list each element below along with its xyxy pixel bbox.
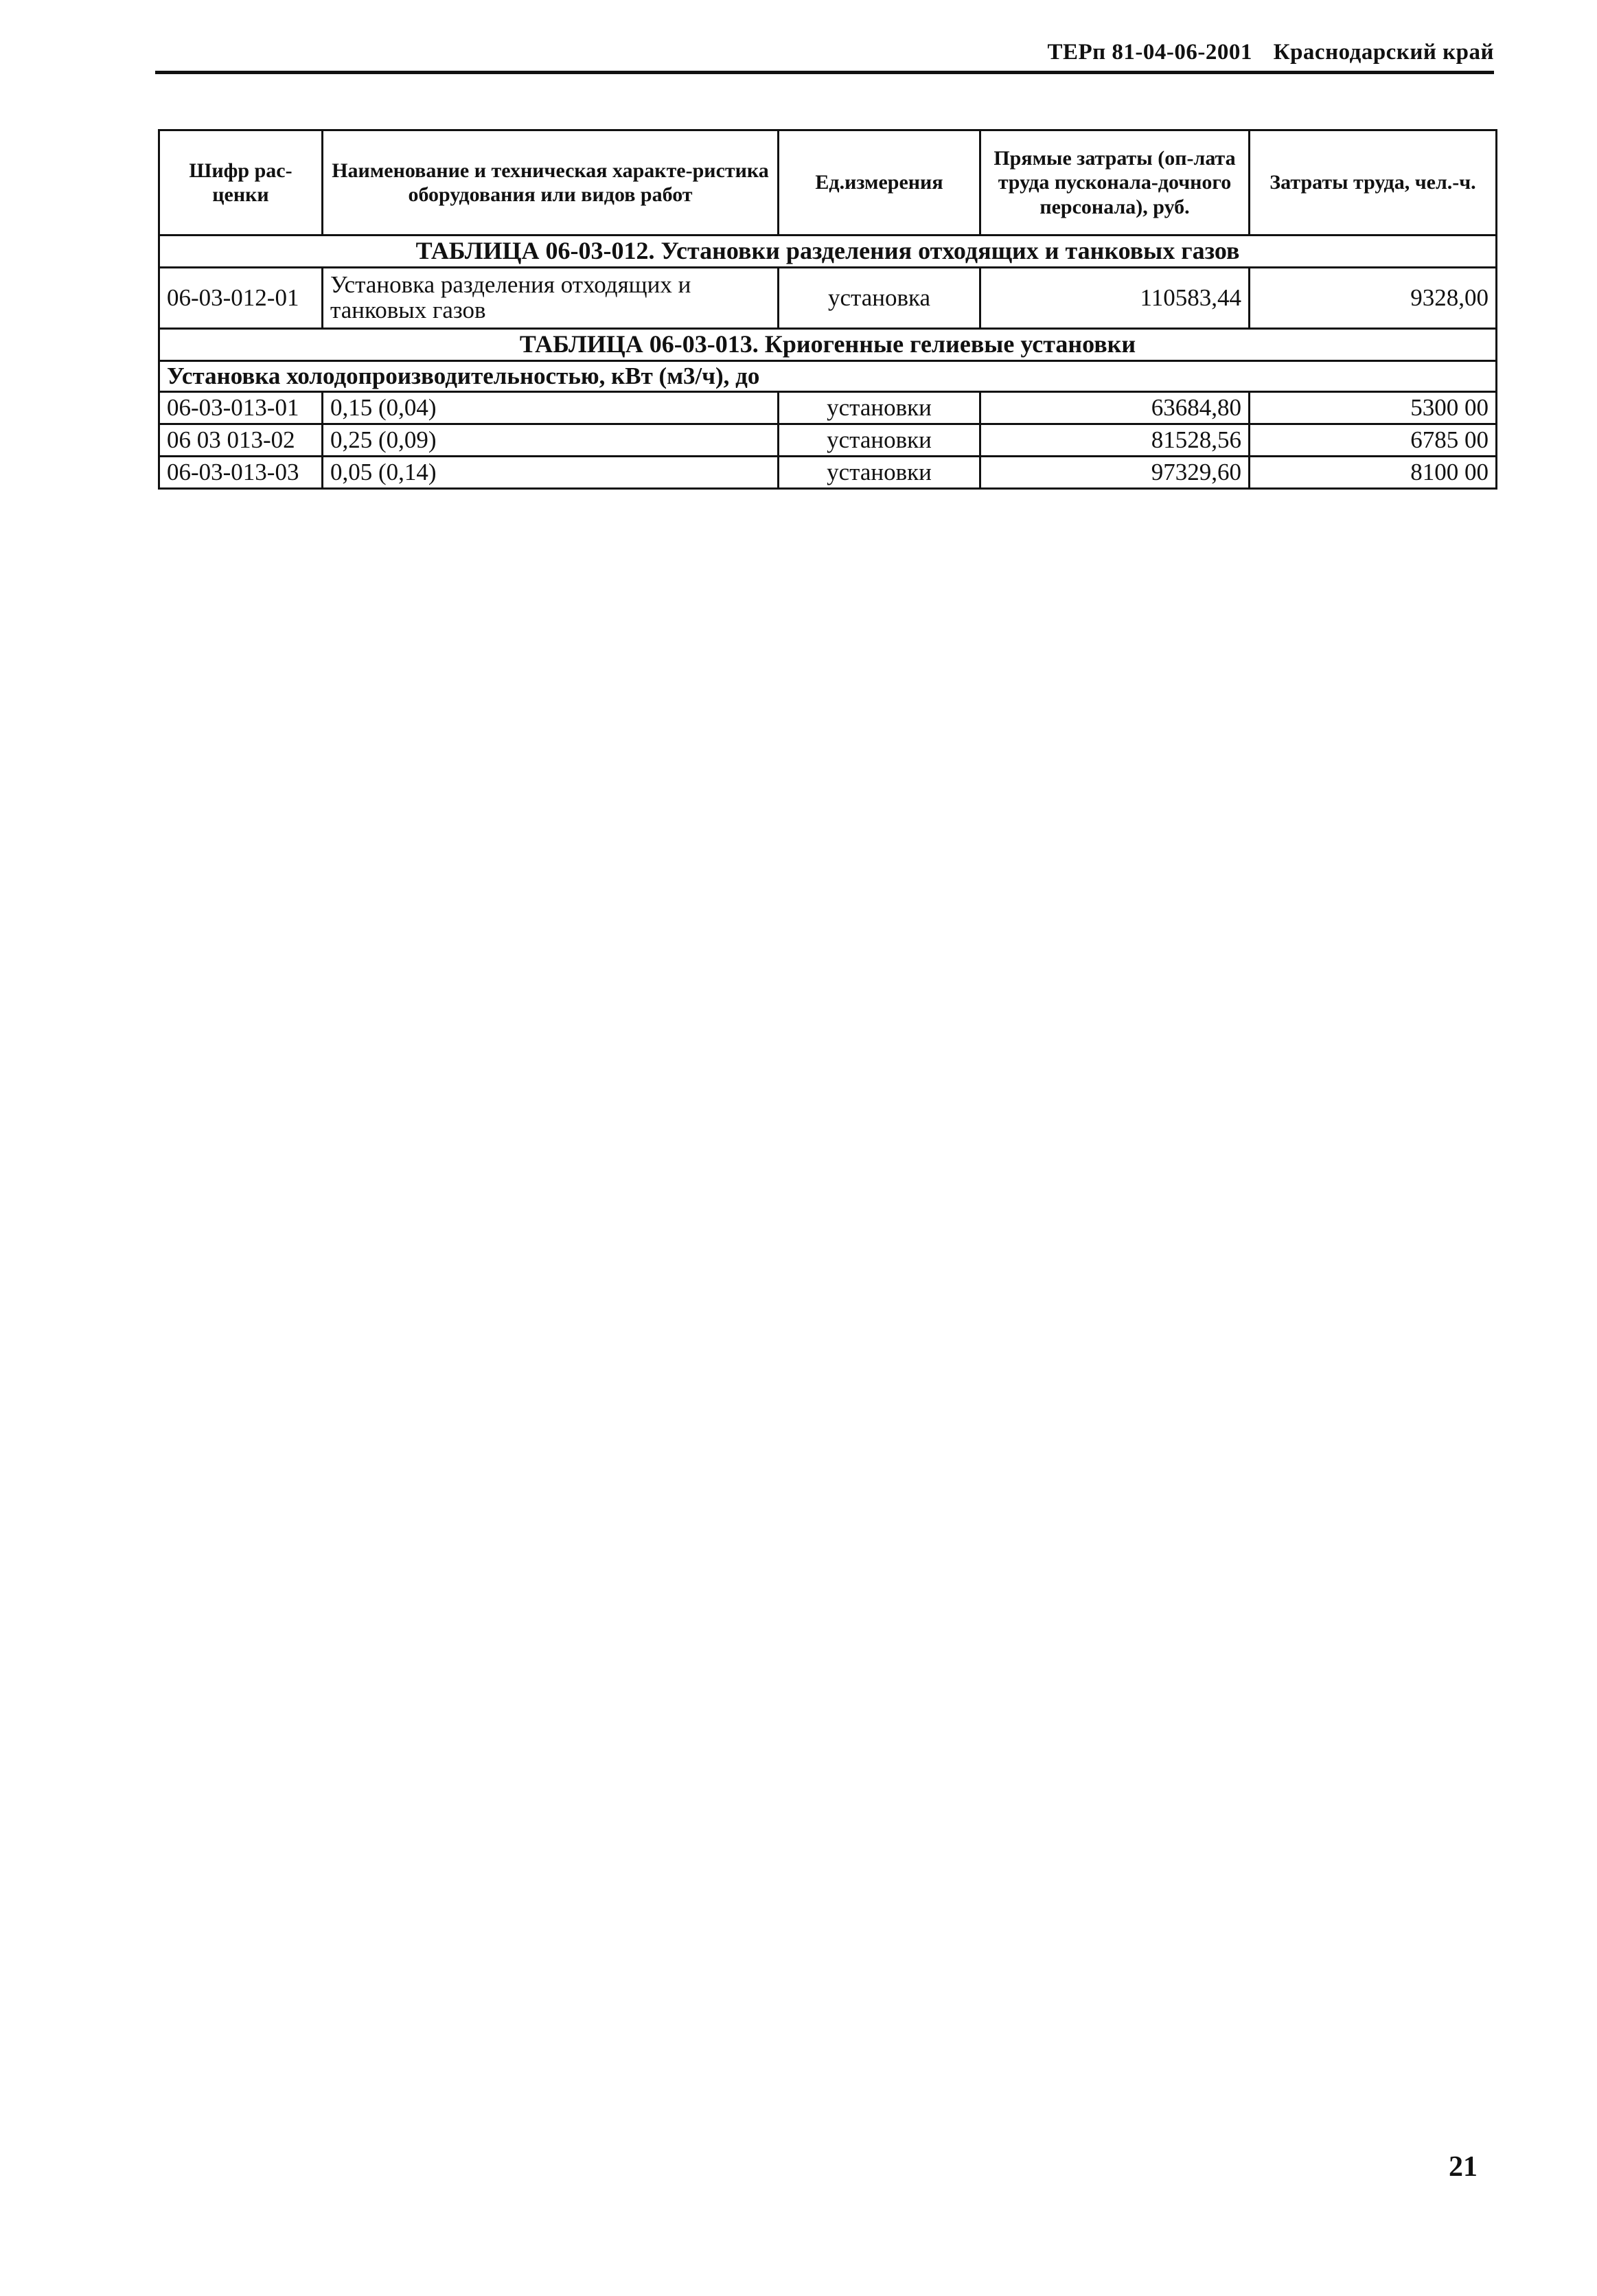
row-labor-cost: 9328,00 [1250,268,1497,329]
row-unit: установки [779,424,980,457]
table-row [159,268,1497,329]
section-title-row [159,329,1497,361]
row-direct-cost: 97329,60 [980,457,1250,489]
row-name: Установка разделения отходящих и танковых газов [323,268,779,329]
column-header-direct-cost: Прямые затраты (оп-лата труда пусконала-дочного персонала), руб. [980,130,1250,236]
table-header-row [159,130,1497,236]
table-row [159,457,1497,489]
page-number: 21 [1449,2151,1478,2183]
row-direct-cost: 81528,56 [980,424,1250,457]
row-labor-cost: 8100 00 [1250,457,1497,489]
row-name: 0,25 (0,09) [323,424,779,457]
column-header-code: Шифр рас-ценки [159,130,323,236]
row-code: 06-03-013-01 [159,392,323,424]
row-direct-cost: 63684,80 [980,392,1250,424]
row-labor-cost: 6785 00 [1250,424,1497,457]
section-title: ТАБЛИЦА 06-03-012. Установки разделения отходящих и танковых газов [159,236,1497,268]
document-code: ТЕРп 81-04-06-2001 [1047,40,1252,65]
section-title: ТАБЛИЦА 06-03-013. Криогенные гелиевые установки [159,329,1497,361]
header-rule [155,71,1494,74]
row-unit: установка [779,268,980,329]
column-header-unit: Ед.измерения [779,130,980,236]
section-title-row [159,236,1497,268]
row-labor-cost: 5300 00 [1250,392,1497,424]
page-header [1047,40,1494,65]
row-name: 0,15 (0,04) [323,392,779,424]
region-name: Краснодарский край [1273,40,1494,65]
row-name: 0,05 (0,14) [323,457,779,489]
column-header-labor-cost: Затраты труда, чел.-ч. [1250,130,1497,236]
row-unit: установки [779,392,980,424]
table-row [159,424,1497,457]
price-table [158,129,1497,490]
subsection-title: Установка холодопроизводительностью, кВт (м3/ч), до [159,361,1497,392]
row-direct-cost: 110583,44 [980,268,1250,329]
row-code: 06 03 013-02 [159,424,323,457]
table-row [159,392,1497,424]
row-code: 06-03-012-01 [159,268,323,329]
row-unit: установки [779,457,980,489]
column-header-name: Наименование и техническая характе-ристика оборудования или видов работ [323,130,779,236]
row-code: 06-03-013-03 [159,457,323,489]
subsection-title-row [159,361,1497,392]
